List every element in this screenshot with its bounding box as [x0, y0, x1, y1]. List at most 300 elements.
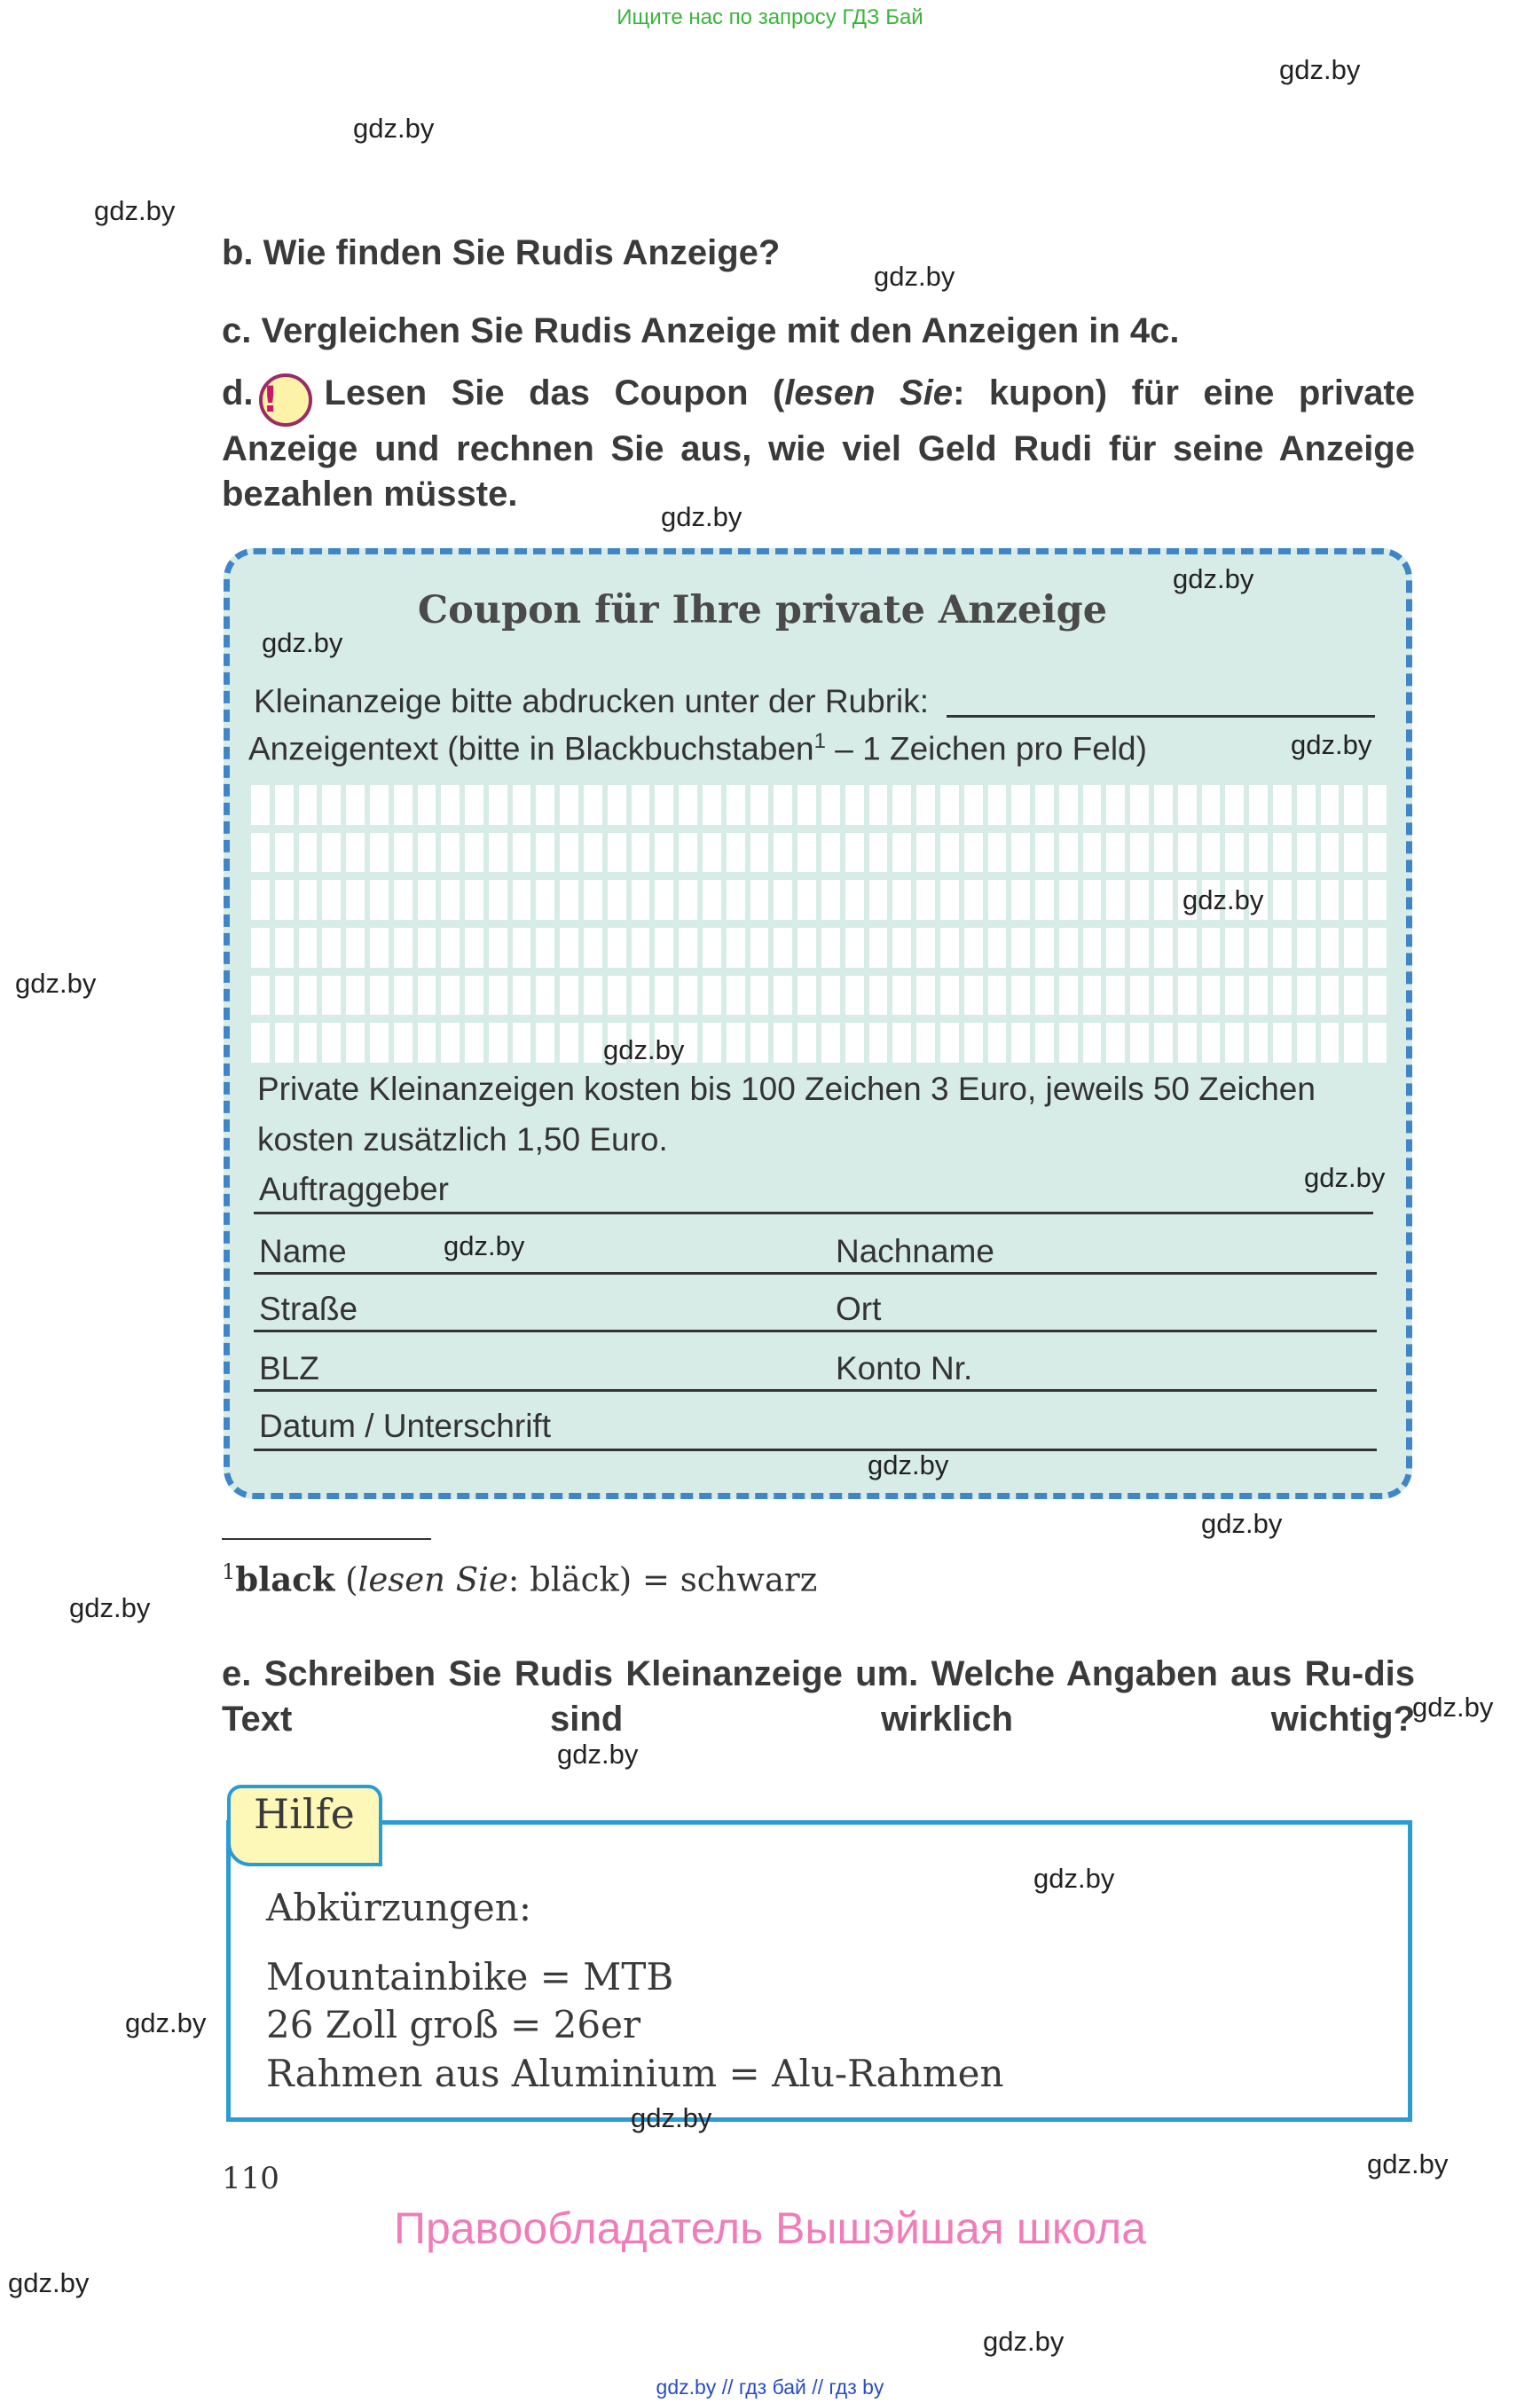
- char-cell[interactable]: [584, 928, 602, 968]
- char-cell[interactable]: [394, 880, 412, 920]
- char-cell[interactable]: [251, 976, 270, 1016]
- strasse-input-line[interactable]: [254, 1330, 1377, 1332]
- rubrik-input-line[interactable]: [947, 715, 1375, 718]
- char-cell[interactable]: [1106, 928, 1125, 968]
- char-cell[interactable]: [322, 880, 341, 920]
- char-cell[interactable]: [1344, 976, 1363, 1016]
- char-cell[interactable]: [774, 785, 792, 825]
- task-e: e. Schreiben Sie Rudis Kleinanzeige um. Welche Angaben aus Ru-dis Text sind wirklich wichtig?: [222, 1654, 1415, 1739]
- char-cell[interactable]: [774, 1023, 792, 1063]
- char-cell[interactable]: [251, 1023, 270, 1063]
- char-cell[interactable]: [821, 833, 840, 873]
- char-cell[interactable]: [798, 928, 816, 968]
- char-cell[interactable]: [1368, 833, 1387, 873]
- char-cell[interactable]: [322, 785, 341, 825]
- char-cell[interactable]: [299, 785, 318, 825]
- hilfe-line-2: 26 Zoll groß = 26er: [266, 2003, 641, 2046]
- char-cell[interactable]: [536, 880, 554, 920]
- character-grid[interactable]: [251, 785, 1387, 1063]
- char-cell[interactable]: [1249, 976, 1268, 1016]
- char-cell[interactable]: [727, 928, 745, 968]
- footnote: [222, 1559, 817, 1598]
- char-cell[interactable]: [346, 833, 365, 873]
- char-cell[interactable]: [750, 1023, 769, 1063]
- char-cell[interactable]: [703, 976, 721, 1016]
- char-cell[interactable]: [892, 880, 911, 920]
- char-cell[interactable]: [940, 833, 959, 873]
- char-cell[interactable]: [1321, 880, 1340, 920]
- char-cell[interactable]: [465, 880, 483, 920]
- watermark: gdz.by: [661, 501, 742, 532]
- watermark: gdz.by: [1182, 884, 1264, 915]
- char-cell[interactable]: [560, 880, 578, 920]
- char-cell[interactable]: [703, 785, 721, 825]
- blz-input-line[interactable]: [254, 1389, 1377, 1392]
- char-cell[interactable]: [988, 785, 1007, 825]
- task-d-part2: : kupon) für eine private Anzeige und rechnen Sie aus, wie viel Geld Rudi für seine Anzeige bezahlen müsste.: [222, 373, 1416, 514]
- char-cell[interactable]: [370, 880, 389, 920]
- char-cell[interactable]: [1011, 976, 1030, 1016]
- char-cell[interactable]: [679, 976, 697, 1016]
- char-cell[interactable]: [1083, 928, 1102, 968]
- char-cell[interactable]: [845, 833, 864, 873]
- char-cell[interactable]: [394, 976, 412, 1016]
- char-cell[interactable]: [370, 785, 389, 825]
- char-cell[interactable]: [584, 833, 602, 873]
- char-cell[interactable]: [1321, 833, 1340, 873]
- char-cell[interactable]: [441, 1023, 460, 1063]
- char-cell[interactable]: [1059, 785, 1078, 825]
- char-cell[interactable]: [1225, 785, 1244, 825]
- char-cell[interactable]: [1059, 880, 1078, 920]
- char-cell[interactable]: [346, 1023, 365, 1063]
- char-cell[interactable]: [489, 928, 507, 968]
- char-cell[interactable]: [1344, 785, 1363, 825]
- char-cell[interactable]: [1106, 833, 1125, 873]
- char-cell[interactable]: [1202, 785, 1221, 825]
- char-cell[interactable]: [964, 976, 983, 1016]
- char-cell[interactable]: [1154, 928, 1173, 968]
- char-cell[interactable]: [727, 785, 745, 825]
- char-cell[interactable]: [964, 785, 983, 825]
- char-cell[interactable]: [1178, 785, 1197, 825]
- char-cell[interactable]: [1225, 928, 1244, 968]
- char-cell[interactable]: [1011, 1023, 1030, 1063]
- char-cell[interactable]: [1011, 785, 1030, 825]
- char-cell[interactable]: [584, 880, 602, 920]
- char-cell[interactable]: [703, 1023, 721, 1063]
- char-cell[interactable]: [940, 976, 959, 1016]
- char-cell[interactable]: [869, 1023, 888, 1063]
- char-cell[interactable]: [703, 928, 721, 968]
- char-cell[interactable]: [1202, 976, 1221, 1016]
- char-cell[interactable]: [346, 880, 365, 920]
- char-cell[interactable]: [727, 1023, 745, 1063]
- char-cell[interactable]: [299, 976, 318, 1016]
- auftraggeber-label: Auftraggeber: [259, 1171, 449, 1207]
- char-cell[interactable]: [1273, 976, 1292, 1016]
- char-cell[interactable]: [1344, 928, 1363, 968]
- char-cell[interactable]: [394, 785, 412, 825]
- char-cell[interactable]: [608, 976, 626, 1016]
- char-cell[interactable]: [750, 880, 769, 920]
- char-cell[interactable]: [489, 785, 507, 825]
- char-cell[interactable]: [1321, 1023, 1340, 1063]
- char-cell[interactable]: [346, 976, 365, 1016]
- char-cell[interactable]: [750, 833, 769, 873]
- char-cell[interactable]: [1202, 833, 1221, 873]
- char-cell[interactable]: [418, 833, 436, 873]
- char-cell[interactable]: [1154, 1023, 1173, 1063]
- char-cell[interactable]: [1344, 1023, 1363, 1063]
- char-cell[interactable]: [346, 785, 365, 825]
- char-cell[interactable]: [370, 976, 389, 1016]
- char-cell[interactable]: [1154, 833, 1173, 873]
- char-cell[interactable]: [1297, 785, 1316, 825]
- char-cell[interactable]: [1368, 928, 1387, 968]
- char-cell[interactable]: [299, 928, 318, 968]
- char-cell[interactable]: [1154, 976, 1173, 1016]
- char-cell[interactable]: [774, 833, 792, 873]
- char-cell[interactable]: [1178, 928, 1197, 968]
- char-cell[interactable]: [988, 833, 1007, 873]
- char-cell[interactable]: [632, 833, 650, 873]
- char-cell[interactable]: [418, 880, 436, 920]
- char-cell[interactable]: [513, 880, 531, 920]
- char-cell[interactable]: [916, 1023, 935, 1063]
- char-cell[interactable]: [940, 785, 959, 825]
- char-cell[interactable]: [655, 785, 673, 825]
- char-cell[interactable]: [821, 928, 840, 968]
- char-cell[interactable]: [536, 1023, 554, 1063]
- char-cell[interactable]: [964, 833, 983, 873]
- char-cell[interactable]: [1059, 1023, 1078, 1063]
- char-cell[interactable]: [418, 785, 436, 825]
- char-cell[interactable]: [1225, 833, 1244, 873]
- char-cell[interactable]: [441, 833, 460, 873]
- char-cell[interactable]: [489, 1023, 507, 1063]
- char-cell[interactable]: [892, 976, 911, 1016]
- char-cell[interactable]: [275, 928, 294, 968]
- char-cell[interactable]: [774, 880, 792, 920]
- char-cell[interactable]: [1035, 785, 1054, 825]
- char-cell[interactable]: [441, 976, 460, 1016]
- char-cell[interactable]: [346, 928, 365, 968]
- char-cell[interactable]: [441, 880, 460, 920]
- char-cell[interactable]: [940, 1023, 959, 1063]
- char-cell[interactable]: [418, 976, 436, 1016]
- char-cell[interactable]: [892, 1023, 911, 1063]
- char-cell[interactable]: [1368, 880, 1387, 920]
- char-cell[interactable]: [1273, 1023, 1292, 1063]
- char-cell[interactable]: [1273, 880, 1292, 920]
- char-cell[interactable]: [869, 976, 888, 1016]
- char-cell[interactable]: [1035, 880, 1054, 920]
- char-cell[interactable]: [1368, 1023, 1387, 1063]
- char-cell[interactable]: [1273, 833, 1292, 873]
- char-cell[interactable]: [916, 928, 935, 968]
- char-cell[interactable]: [916, 785, 935, 825]
- char-cell[interactable]: [608, 785, 626, 825]
- char-cell[interactable]: [370, 928, 389, 968]
- char-cell[interactable]: [513, 976, 531, 1016]
- char-cell[interactable]: [275, 785, 294, 825]
- char-cell[interactable]: [1344, 833, 1363, 873]
- char-cell[interactable]: [916, 976, 935, 1016]
- char-cell[interactable]: [821, 1023, 840, 1063]
- char-cell[interactable]: [275, 976, 294, 1016]
- char-cell[interactable]: [322, 1023, 341, 1063]
- char-cell[interactable]: [1249, 785, 1268, 825]
- char-cell[interactable]: [1130, 928, 1149, 968]
- char-cell[interactable]: [892, 928, 911, 968]
- char-cell[interactable]: [1130, 1023, 1149, 1063]
- char-cell[interactable]: [869, 880, 888, 920]
- char-cell[interactable]: [1178, 833, 1197, 873]
- char-cell[interactable]: [845, 785, 864, 825]
- footnote-open: (: [334, 1560, 358, 1599]
- char-cell[interactable]: [1225, 1023, 1244, 1063]
- char-cell[interactable]: [798, 785, 816, 825]
- char-cell[interactable]: [632, 976, 650, 1016]
- datum-input-line[interactable]: [254, 1449, 1377, 1451]
- char-cell[interactable]: [1083, 1023, 1102, 1063]
- char-cell[interactable]: [1368, 785, 1387, 825]
- char-cell[interactable]: [584, 785, 602, 825]
- char-cell[interactable]: [299, 1023, 318, 1063]
- char-cell[interactable]: [1297, 976, 1316, 1016]
- char-cell[interactable]: [727, 880, 745, 920]
- char-cell[interactable]: [251, 880, 270, 920]
- char-cell[interactable]: [1035, 1023, 1054, 1063]
- char-cell[interactable]: [322, 928, 341, 968]
- char-cell[interactable]: [370, 833, 389, 873]
- char-cell[interactable]: [1035, 976, 1054, 1016]
- char-cell[interactable]: [513, 833, 531, 873]
- char-cell[interactable]: [394, 833, 412, 873]
- char-cell[interactable]: [513, 1023, 531, 1063]
- char-cell[interactable]: [964, 1023, 983, 1063]
- char-cell[interactable]: [940, 880, 959, 920]
- char-cell[interactable]: [394, 1023, 412, 1063]
- char-cell[interactable]: [513, 928, 531, 968]
- char-cell[interactable]: [1059, 976, 1078, 1016]
- char-cell[interactable]: [964, 928, 983, 968]
- char-cell[interactable]: [1297, 928, 1316, 968]
- char-cell[interactable]: [1321, 928, 1340, 968]
- char-cell[interactable]: [608, 880, 626, 920]
- char-cell[interactable]: [299, 880, 318, 920]
- char-cell[interactable]: [655, 928, 673, 968]
- name-input-line[interactable]: [254, 1272, 1377, 1275]
- char-cell[interactable]: [536, 833, 554, 873]
- char-cell[interactable]: [1225, 976, 1244, 1016]
- char-cell[interactable]: [560, 833, 578, 873]
- char-cell[interactable]: [916, 833, 935, 873]
- char-cell[interactable]: [1035, 928, 1054, 968]
- char-cell[interactable]: [1249, 833, 1268, 873]
- char-cell[interactable]: [489, 880, 507, 920]
- char-cell[interactable]: [964, 880, 983, 920]
- char-cell[interactable]: [1011, 880, 1030, 920]
- char-cell[interactable]: [1130, 833, 1149, 873]
- char-cell[interactable]: [322, 833, 341, 873]
- char-cell[interactable]: [845, 880, 864, 920]
- char-cell[interactable]: [418, 1023, 436, 1063]
- char-cell[interactable]: [560, 976, 578, 1016]
- char-cell[interactable]: [1368, 976, 1387, 1016]
- char-cell[interactable]: [299, 833, 318, 873]
- char-cell[interactable]: [275, 833, 294, 873]
- char-cell[interactable]: [394, 928, 412, 968]
- char-cell[interactable]: [892, 785, 911, 825]
- char-cell[interactable]: [988, 928, 1007, 968]
- char-cell[interactable]: [1059, 928, 1078, 968]
- char-cell[interactable]: [679, 880, 697, 920]
- char-cell[interactable]: [1083, 833, 1102, 873]
- char-cell[interactable]: [1154, 785, 1173, 825]
- char-cell[interactable]: [727, 833, 745, 873]
- char-cell[interactable]: [988, 976, 1007, 1016]
- char-cell[interactable]: [1106, 880, 1125, 920]
- char-cell[interactable]: [1130, 976, 1149, 1016]
- char-cell[interactable]: [1106, 1023, 1125, 1063]
- char-cell[interactable]: [1297, 1023, 1316, 1063]
- char-cell[interactable]: [1297, 880, 1316, 920]
- char-cell[interactable]: [1011, 928, 1030, 968]
- char-cell[interactable]: [655, 880, 673, 920]
- char-cell[interactable]: [750, 928, 769, 968]
- char-cell[interactable]: [821, 785, 840, 825]
- char-cell[interactable]: [489, 976, 507, 1016]
- char-cell[interactable]: [1273, 785, 1292, 825]
- char-cell[interactable]: [679, 928, 697, 968]
- char-cell[interactable]: [869, 928, 888, 968]
- char-cell[interactable]: [513, 785, 531, 825]
- watermark: gdz.by: [1367, 2148, 1449, 2179]
- char-cell[interactable]: [370, 1023, 389, 1063]
- char-cell[interactable]: [1154, 880, 1173, 920]
- char-cell[interactable]: [892, 833, 911, 873]
- char-cell[interactable]: [750, 976, 769, 1016]
- char-cell[interactable]: [1130, 785, 1149, 825]
- char-cell[interactable]: [798, 1023, 816, 1063]
- char-cell[interactable]: [655, 976, 673, 1016]
- char-cell[interactable]: [1344, 880, 1363, 920]
- char-cell[interactable]: [798, 880, 816, 920]
- blz-label: BLZ: [259, 1350, 319, 1386]
- char-cell[interactable]: [1130, 880, 1149, 920]
- char-cell[interactable]: [1178, 976, 1197, 1016]
- char-cell[interactable]: [655, 833, 673, 873]
- char-cell[interactable]: [1106, 785, 1125, 825]
- footnote-rule: [222, 1538, 431, 1540]
- bottom-links[interactable]: gdz.by // гдз бай // гдз by: [656, 2376, 884, 2399]
- char-cell[interactable]: [632, 880, 650, 920]
- char-cell[interactable]: [489, 833, 507, 873]
- char-cell[interactable]: [1106, 976, 1125, 1016]
- char-cell[interactable]: [774, 976, 792, 1016]
- char-cell[interactable]: [679, 833, 697, 873]
- char-cell[interactable]: [275, 880, 294, 920]
- char-cell[interactable]: [774, 928, 792, 968]
- char-cell[interactable]: [560, 1023, 578, 1063]
- char-cell[interactable]: [845, 928, 864, 968]
- char-cell[interactable]: [1273, 928, 1292, 968]
- char-cell[interactable]: [1321, 785, 1340, 825]
- char-cell[interactable]: [1249, 928, 1268, 968]
- char-cell[interactable]: [1178, 1023, 1197, 1063]
- char-cell[interactable]: [251, 833, 270, 873]
- char-cell[interactable]: [465, 833, 483, 873]
- exclamation-icon: !: [259, 373, 312, 427]
- char-cell[interactable]: [632, 928, 650, 968]
- char-cell[interactable]: [845, 976, 864, 1016]
- char-cell[interactable]: [465, 1023, 483, 1063]
- char-cell[interactable]: [1321, 976, 1340, 1016]
- char-cell[interactable]: [988, 880, 1007, 920]
- char-cell[interactable]: [727, 976, 745, 1016]
- char-cell[interactable]: [869, 785, 888, 825]
- char-cell[interactable]: [798, 833, 816, 873]
- char-cell[interactable]: [821, 976, 840, 1016]
- char-cell[interactable]: [465, 928, 483, 968]
- char-cell[interactable]: [608, 833, 626, 873]
- char-cell[interactable]: [275, 1023, 294, 1063]
- char-cell[interactable]: [916, 880, 935, 920]
- char-cell[interactable]: [584, 1023, 602, 1063]
- char-cell[interactable]: [1083, 785, 1102, 825]
- char-cell[interactable]: [441, 928, 460, 968]
- char-cell[interactable]: [1059, 833, 1078, 873]
- char-cell[interactable]: [536, 928, 554, 968]
- char-cell[interactable]: [560, 785, 578, 825]
- char-cell[interactable]: [1202, 928, 1221, 968]
- char-cell[interactable]: [1011, 833, 1030, 873]
- char-cell[interactable]: [869, 833, 888, 873]
- char-cell[interactable]: [465, 785, 483, 825]
- char-cell[interactable]: [750, 785, 769, 825]
- char-cell[interactable]: [560, 928, 578, 968]
- char-cell[interactable]: [322, 976, 341, 1016]
- char-cell[interactable]: [1297, 833, 1316, 873]
- char-cell[interactable]: [1249, 1023, 1268, 1063]
- char-cell[interactable]: [418, 928, 436, 968]
- char-cell[interactable]: [679, 785, 697, 825]
- char-cell[interactable]: [632, 785, 650, 825]
- char-cell[interactable]: [703, 880, 721, 920]
- char-cell[interactable]: [703, 833, 721, 873]
- char-cell[interactable]: [251, 928, 270, 968]
- char-cell[interactable]: [1083, 976, 1102, 1016]
- char-cell[interactable]: [536, 785, 554, 825]
- char-cell[interactable]: [1202, 1023, 1221, 1063]
- char-cell[interactable]: [821, 880, 840, 920]
- char-cell[interactable]: [988, 1023, 1007, 1063]
- char-cell[interactable]: [798, 976, 816, 1016]
- watermark: gdz.by: [125, 2007, 207, 2038]
- char-cell[interactable]: [465, 976, 483, 1016]
- char-cell[interactable]: [251, 785, 270, 825]
- char-cell[interactable]: [536, 976, 554, 1016]
- char-cell[interactable]: [845, 1023, 864, 1063]
- char-cell[interactable]: [1083, 880, 1102, 920]
- char-cell[interactable]: [1035, 833, 1054, 873]
- char-cell[interactable]: [441, 785, 460, 825]
- char-cell[interactable]: [608, 928, 626, 968]
- char-cell[interactable]: [584, 976, 602, 1016]
- char-cell[interactable]: [940, 928, 959, 968]
